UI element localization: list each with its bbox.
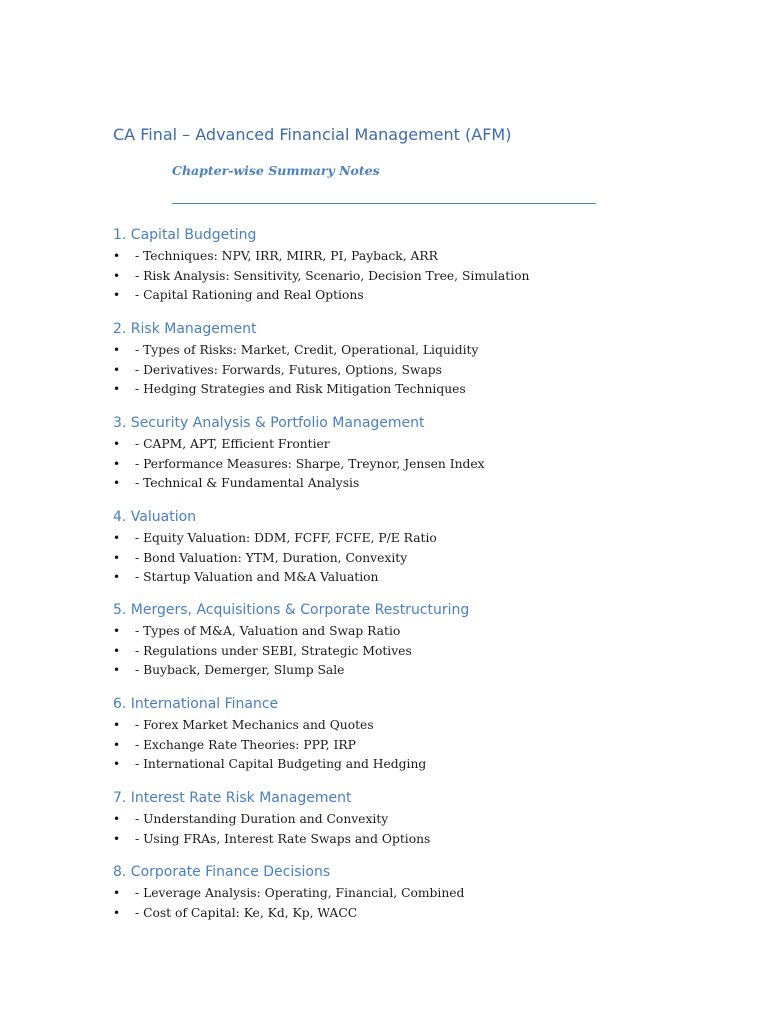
list-item-text: - Types of Risks: Market, Credit, Operational, Liquidity: [135, 343, 479, 357]
bullet-icon: •: [113, 643, 121, 658]
section-1: [113, 225, 673, 306]
list-item-text: - Types of M&A, Valuation and Swap Ratio: [135, 624, 401, 638]
document-subtitle: Chapter-wise Summary Notes: [172, 163, 380, 178]
list-item-text: - Hedging Strategies and Risk Mitigation Techniques: [135, 382, 466, 396]
list-item-text: - Forex Market Mechanics and Quotes: [135, 718, 374, 732]
list-item: [113, 830, 673, 850]
list-item: [113, 455, 673, 475]
list-item: [113, 286, 673, 306]
list-item-text: - Bond Valuation: YTM, Duration, Convexity: [135, 550, 408, 565]
section-5: [113, 600, 673, 681]
section-heading: 7. Interest Rate Risk Management: [113, 790, 352, 806]
list-item-text: - Startup Valuation and M&A Valuation: [135, 570, 379, 584]
list-item: [113, 755, 673, 775]
bullet-icon: •: [113, 570, 121, 584]
list-item-text: - Technical & Fundamental Analysis: [135, 476, 360, 490]
bullet-icon: •: [113, 288, 121, 302]
list-item: [113, 884, 673, 904]
list-item: [113, 474, 673, 494]
list-item: [113, 736, 673, 756]
list-item-text: - CAPM, APT, Efficient Frontier: [135, 437, 330, 451]
section-6: [113, 694, 673, 775]
bullet-icon: •: [113, 531, 121, 545]
list-item-text: - Leverage Analysis: Operating, Financial, Combined: [135, 886, 465, 900]
list-item-text: - Derivatives: Forwards, Futures, Options, Swaps: [135, 362, 442, 377]
list-item-text: - Cost of Capital: Ke, Kd, Kp, WACC: [135, 905, 358, 920]
list-item: [113, 549, 673, 569]
section-4: [113, 507, 673, 588]
section-heading: 1. Capital Budgeting: [113, 227, 257, 243]
section-heading: 8. Corporate Finance Decisions: [113, 864, 331, 880]
bullet-icon: •: [113, 437, 121, 451]
bullet-icon: •: [113, 550, 121, 565]
list-item-text: - Equity Valuation: DDM, FCFF, FCFE, P/E Ratio: [135, 531, 437, 545]
list-item: [113, 622, 673, 642]
list-item: [113, 716, 673, 736]
subtitle-divider: [172, 203, 596, 204]
list-item-text: - International Capital Budgeting and Hedging: [135, 757, 427, 771]
list-item-text: - Techniques: NPV, IRR, MIRR, PI, Payback, ARR: [135, 249, 438, 263]
bullet-icon: •: [113, 382, 121, 396]
list-item: [113, 529, 673, 549]
list-item: [113, 661, 673, 681]
list-item-text: - Exchange Rate Theories: PPP, IRP: [135, 737, 356, 752]
bullet-icon: •: [113, 624, 121, 638]
bullet-icon: •: [113, 718, 121, 732]
list-item-text: - Capital Rationing and Real Options: [135, 288, 364, 302]
bullet-icon: •: [113, 737, 121, 752]
section-7: [113, 788, 673, 849]
bullet-icon: •: [113, 476, 121, 490]
bullet-icon: •: [113, 663, 121, 677]
list-item-text: - Understanding Duration and Convexity: [135, 812, 389, 826]
section-3: [113, 413, 673, 494]
list-item: [113, 904, 673, 924]
bullet-icon: •: [113, 249, 121, 263]
bullet-icon: •: [113, 362, 121, 377]
list-item: [113, 247, 673, 267]
list-item: [113, 380, 673, 400]
list-item: [113, 361, 673, 381]
section-heading: 2. Risk Management: [113, 321, 257, 337]
section-2: [113, 319, 673, 400]
section-heading: 4. Valuation: [113, 509, 197, 525]
list-item: [113, 267, 673, 287]
section-heading: 3. Security Analysis & Portfolio Management: [113, 415, 425, 431]
list-item: [113, 810, 673, 830]
bullet-icon: •: [113, 456, 121, 471]
section-heading: 6. International Finance: [113, 696, 279, 712]
bullet-icon: •: [113, 343, 121, 357]
bullet-icon: •: [113, 886, 121, 900]
list-item: [113, 435, 673, 455]
bullet-icon: •: [113, 831, 121, 846]
list-item-text: - Regulations under SEBI, Strategic Motives: [135, 643, 412, 658]
bullet-icon: •: [113, 812, 121, 826]
list-item-text: - Buyback, Demerger, Slump Sale: [135, 663, 345, 677]
bullet-icon: •: [113, 268, 121, 283]
list-item: [113, 568, 673, 588]
section-8: [113, 862, 673, 923]
section-heading: 5. Mergers, Acquisitions & Corporate Restructuring: [113, 602, 470, 618]
list-item: [113, 642, 673, 662]
list-item-text: - Using FRAs, Interest Rate Swaps and Options: [135, 831, 431, 846]
list-item-text: - Performance Measures: Sharpe, Treynor, Jensen Index: [135, 456, 485, 471]
bullet-icon: •: [113, 757, 121, 771]
list-item-text: - Risk Analysis: Sensitivity, Scenario, Decision Tree, Simulation: [135, 268, 530, 283]
bullet-icon: •: [113, 905, 121, 920]
document-title: CA Final – Advanced Financial Management (AFM): [113, 125, 512, 144]
list-item: [113, 341, 673, 361]
